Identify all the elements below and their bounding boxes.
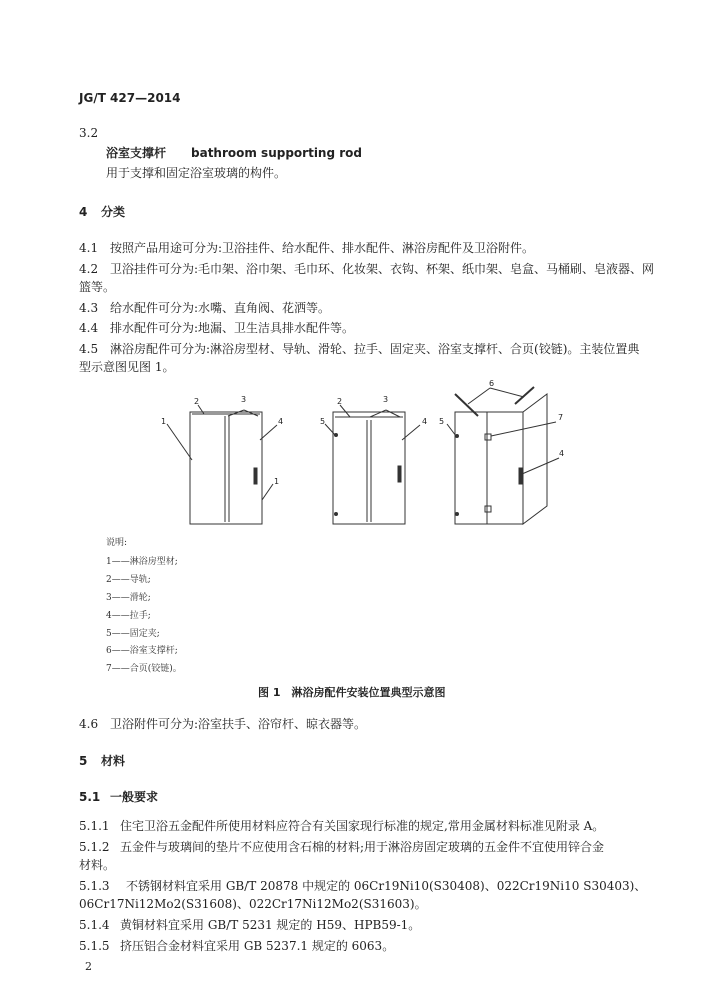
callout-label: 1: [161, 417, 167, 426]
section-title: 分类: [101, 205, 126, 219]
clause-text: 住宅卫浴五金配件所使用材料应符合有关国家现行标准的规定,常用金属材料标准见附录 A。: [120, 819, 605, 833]
clause-number: 5.1.2: [79, 840, 110, 854]
leader-line: [167, 424, 192, 460]
leader-line: [262, 484, 273, 500]
support-rod: [455, 394, 478, 416]
legend-title: 说明:: [106, 538, 128, 548]
callout-label: 4: [422, 417, 428, 426]
legend-item: 1——淋浴房型材;: [106, 557, 178, 567]
legend-item: 3——滑轮;: [106, 593, 151, 603]
clause-text: 按照产品用途可分为:卫浴挂件、给水配件、排水配件、淋浴房配件及卫浴附件。: [110, 241, 535, 255]
clause-number: 4.2: [79, 262, 99, 276]
clause-number: 4.6: [79, 717, 99, 731]
standard-code: JG/T 427—2014: [79, 91, 181, 105]
clause-number: 5.1.1: [79, 819, 110, 833]
leader-line: [198, 405, 204, 414]
legend-item: 5——固定夹;: [106, 629, 160, 639]
section-number: 5: [79, 754, 88, 768]
handle: [519, 468, 522, 484]
leader-line: [468, 388, 490, 404]
clause-text-continued: 篮等。: [79, 280, 116, 294]
clause-text: 给水配件可分为:水嘴、直角阀、花洒等。: [110, 301, 331, 315]
fixed-clip: [456, 513, 459, 516]
clause-number: 3.2: [79, 126, 99, 140]
legend-item: 4——拉手;: [106, 611, 151, 621]
shower-fittings-diagram: [150, 380, 580, 530]
clause-number: 4.5: [79, 342, 99, 356]
clause-number: 5.1.3: [79, 879, 110, 893]
callout-label: 6: [489, 380, 495, 388]
hinge: [485, 434, 491, 440]
leader-line: [340, 405, 350, 417]
leader-line: [386, 410, 400, 417]
clause-text: 卫浴附件可分为:浴室扶手、浴帘杆、晾衣器等。: [110, 717, 367, 731]
callout-label: 7: [558, 413, 564, 422]
clause-text: 不锈钢材料宜采用 GB/T 20878 中规定的 06Cr19Ni10(S30408)、022Cr19Ni10 S30403)、: [126, 879, 647, 893]
legend-item: 7——合页(铰链)。: [106, 664, 182, 674]
callouts-drawing-3: [439, 380, 564, 458]
clause-text-continued: 型示意图见图 1。: [79, 360, 175, 374]
clause-text: 挤压铝合金材料宜采用 GB 5237.1 规定的 6063。: [120, 939, 395, 953]
shower-door-fixed-clip-view: [325, 405, 420, 524]
term-chinese: 浴室支撑杆: [106, 146, 167, 160]
leader-line: [260, 425, 277, 440]
handle: [398, 466, 401, 482]
callout-label: 4: [559, 449, 565, 458]
page-number: 2: [85, 960, 92, 973]
clause-text: 五金件与玻璃间的垫片不应使用含石棉的材料;用于淋浴房固定玻璃的五金件不宜使用锌合金: [120, 840, 605, 854]
door-frame: [333, 412, 405, 524]
clause-text: 淋浴房配件可分为:淋浴房型材、导轨、滑轮、拉手、固定夹、浴室支撑杆、合页(铰链)。主装位置典: [110, 342, 640, 356]
door-frame: [190, 412, 262, 524]
callout-label: 2: [337, 397, 343, 406]
front-panel: [455, 412, 523, 524]
callout-label: 2: [194, 397, 200, 406]
figure-caption: 图 1 淋浴房配件安装位置典型示意图: [258, 686, 446, 699]
subsection-number: 5.1: [79, 790, 101, 804]
leader-line: [228, 410, 244, 416]
clause-text-continued: 材料。: [79, 858, 116, 872]
section-title: 材料: [101, 754, 126, 768]
section-number: 4: [79, 205, 88, 219]
clause-text: 排水配件可分为:地漏、卫生洁具排水配件等。: [110, 321, 355, 335]
legend-item: 2——导轨;: [106, 575, 151, 585]
subsection-title: 一般要求: [110, 790, 159, 804]
callout-label: 3: [383, 395, 389, 404]
callouts-drawing-2: [320, 395, 427, 426]
term-english: bathroom supporting rod: [191, 146, 362, 160]
handle: [254, 468, 257, 484]
legend-item: 6——浴室支撑杆;: [106, 646, 178, 656]
shower-door-front-view: [167, 405, 280, 524]
clause-text-continued: 06Cr17Ni12Mo2(S31608)、022Cr17Ni12Mo2(S31603)。: [79, 897, 427, 911]
clause-number: 5.1.4: [79, 918, 110, 932]
clause-number: 4.3: [79, 301, 99, 315]
leader-line: [370, 410, 386, 417]
clause-number: 5.1.5: [79, 939, 110, 953]
clause-text: 黄铜材料宜采用 GB/T 5231 规定的 H59、HPB59-1。: [120, 918, 421, 932]
clause-number: 4.1: [79, 241, 99, 255]
clause-number: 4.4: [79, 321, 99, 335]
fixed-clip: [335, 513, 338, 516]
leader-line: [490, 388, 524, 397]
callouts-drawing-1: [161, 395, 283, 486]
shower-enclosure-perspective-view: [447, 387, 559, 524]
leader-line: [522, 458, 559, 474]
callout-label: 4: [278, 417, 284, 426]
callout-label: 5: [439, 417, 445, 426]
leader-line: [244, 410, 258, 416]
clause-text: 卫浴挂件可分为:毛巾架、浴巾架、毛巾环、化妆架、衣钩、杯架、纸巾架、皂盒、马桶刷、皂液器、网: [110, 262, 655, 276]
callout-label: 5: [320, 417, 326, 426]
callout-label: 1: [274, 477, 280, 486]
term-definition: 用于支撑和固定浴室玻璃的构件。: [106, 166, 287, 180]
hinge: [485, 506, 491, 512]
callout-label: 3: [241, 395, 247, 404]
side-panel: [523, 394, 547, 524]
